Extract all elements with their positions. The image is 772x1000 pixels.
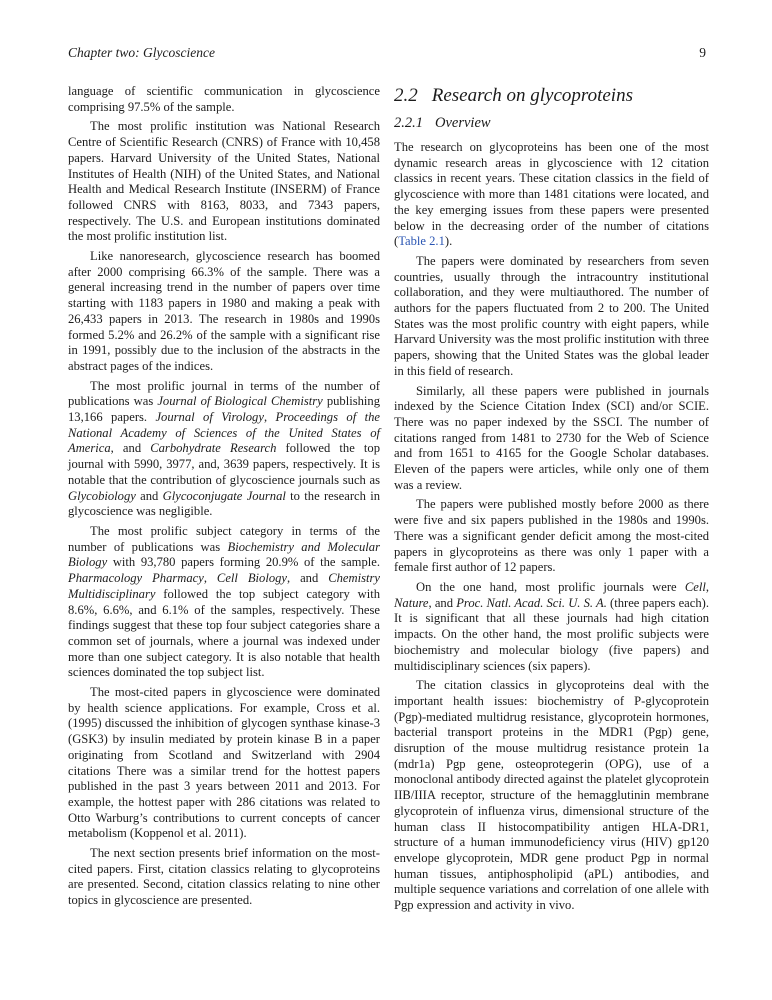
subject-category: Biochemistry and Molecular Biology (68, 539, 380, 570)
journal-name: Proceedings of the National Academy of Sciences of the United States of America (68, 410, 380, 456)
subsection-heading (394, 114, 709, 132)
paragraph: The research on glycoproteins has been one of the most dynamic research areas in glycoscience with 12 citation classics in recent years. These citation classics in the field of glycoscience with more than 1481 citations were located, and the key emerging issues from these papers were presented below in the decreasing order of the number of citations (Table 2.1). (394, 140, 709, 249)
running-header (68, 45, 706, 61)
subsection-number: 2.2.1 (394, 115, 423, 131)
journal-name: Nature (394, 595, 429, 610)
paragraph: The most-cited papers in glycoscience were dominated by health science applications. For example, Cross et al. (1995) discussed the inhibition of glycogen synthase kinase-3 (GSK3) by insulin mediated by protein kinase B in a paper originating from Scotland and Switzerland with 2904 citations There was a similar trend for the hottest papers published in the past 3 years between 2011 and 2013. For example, the hottest paper with 286 citations was related to Otto Warburg’s contributions to current concepts of cancer metabolism (Koppenol et al. 2011). (68, 685, 380, 841)
page-number: 9 (699, 45, 706, 60)
journal-name: Journal of Biological Chemistry (157, 394, 323, 409)
paragraph: The most prolific journal in terms of the number of publications was Journal of Biological Chemistry publishing 13,166 papers. Journal of Virology, Proceedings of the National Academy of Sciences of the United States of America, and Carbohydrate Research followed the top journal with 5990, 3977, and, 3639 papers, respectively. It is notable that the contribution of glycoscience journals such as Glycobiology and Glycoconjugate Journal to the research in glycoscience was negligible. (68, 378, 381, 519)
journal-name: Journal of Virology (155, 410, 264, 425)
chapter-title: Chapter two: Glycoscience (68, 45, 215, 60)
section-number: 2.2 (394, 85, 418, 106)
section-heading (394, 85, 709, 107)
table-reference-link[interactable]: Table 2.1 (398, 234, 445, 249)
paragraph: Like nanoresearch, glycoscience research has boomed after 2000 comprising 66.3% of the sample. There was a general increasing trend in the number of papers over time starting with 1183 papers in 1980 and making a peak with 26,433 papers in 2013. The research in 1980s and 1990s formed 5.2% and 26.2% of the sample with a significant rise in 1991, possibly due to the inclusion of the abstracts in the abstract pages of the indices. (68, 249, 380, 373)
paragraph: language of scientific communication in glycoscience comprising 97.5% of the sample. (68, 84, 380, 114)
journal-name: Cell (684, 579, 706, 594)
paragraph: Similarly, all these papers were published in journals indexed by the Science Citation Index (SCI) and/or SCIE. There was no paper indexed by the SSCI. The number of citations ranged from 1481 to 2730 for the Web of Science and from 1651 to 4165 for the Google Scholar databases. Eleven of the papers were articles, while only one of them was a review. (394, 383, 709, 492)
paragraph: The most prolific subject category in terms of the number of publications was Biochemistry and Molecular Biology with 93,780 papers forming 20.9% of the sample. Pharmacology Pharmacy, Cell Biology, and Chemistry Multidisciplinary followed the top subject category with 8.6%, 6.6%, and 6.1% of the samples, respectively. These findings suggest that these top four subject categories share a common set of journals, where a journal was indexed under more than one subject category. It is also notable that health sciences dominated the top subject list. (68, 523, 380, 680)
journal-name: Carbohydrate Research (150, 441, 277, 456)
subject-category: Chemistry Multidisciplinary (68, 571, 380, 601)
right-column (394, 85, 709, 914)
left-column (68, 84, 380, 909)
subject-category: Pharmacology Pharmacy (68, 571, 204, 586)
journal-name: Glycoconjugate Journal (162, 488, 286, 503)
paragraph: The papers were published mostly before 2000 as there were five and six papers published in the 1980s and 1990s. There was a significant gender deficit among the most-cited papers in glycoproteins as there was only 1 paper with a female first author of 12 papers. (394, 497, 709, 575)
journal-name: Glycobiology (68, 488, 136, 503)
subsection-title: Overview (435, 115, 491, 131)
paragraph: The papers were dominated by researchers from seven countries, usually through the intracountry institutional collaboration, and they were multiauthored. The number of authors for the papers fluctuated from 2 to 200. The United States was the most prolific country with eight papers, while Harvard University was the most prolific institution with three papers, showing that the United States was the global leader in this field of research. (394, 253, 709, 378)
journal-name: Proc. Natl. Acad. Sci. U. S. A. (456, 595, 607, 610)
paragraph: The next section presents brief information on the most-cited papers. First, citation classics relating to glycoproteins are presented. Second, citation classics relating to nine other topics in glycoscience are presented. (68, 846, 380, 908)
paragraph: The most prolific institution was National Research Centre of Scientific Research (CNRS) of France with 10,458 papers. Harvard University of the United States, National Institutes of Health (NIH) of the United States, and National Health and Medical Research Institute (INSERM) of France followed CNRS with 8163, 8033, and 7343 papers, respectively. The U.S. and European institutions dominated the most prolific institution list. (68, 119, 380, 244)
paragraph: On the one hand, most prolific journals were Cell, Nature, and Proc. Natl. Acad. Sci. U. S. A. (three papers each). It is significant that all these journals had high citation impacts. On the other hand, the most prolific subjects were biochemistry and molecular biology (five papers) and multidisciplinary sciences (six papers). (394, 579, 709, 673)
section-title: Research on glycoproteins (431, 85, 633, 106)
paragraph: The citation classics in glycoproteins deal with the important health issues: biochemistry of P-glycoprotein (Pgp)-mediated multidrug resistance, glycoprotein hormones, bacterial transport proteins in the MDR1 (Pgp) gene, disruption of the mouse multidrug resistance protein 1a (mdr1a) Pgp gene, osteoprotegerin (OPG), use of a monoclonal antibody directed against the platelet glycoprotein IIB/IIIA receptor, structure of the hemagglutinin membrane glycoprotein of influenza virus, dimensional structure of the human class II histocompatibility antigen HLA-DR1, structure of a human immunodeficiency virus (HIV) gp120 envelope glycoprotein, MDR gene product Pgp in normal human tissues, antiphospholipid (aPL) antibodies, and multiple sequence variations and correlation of one allele with Pgp expression and activity in vivo. (394, 678, 709, 913)
subject-category: Cell Biology (216, 571, 288, 586)
